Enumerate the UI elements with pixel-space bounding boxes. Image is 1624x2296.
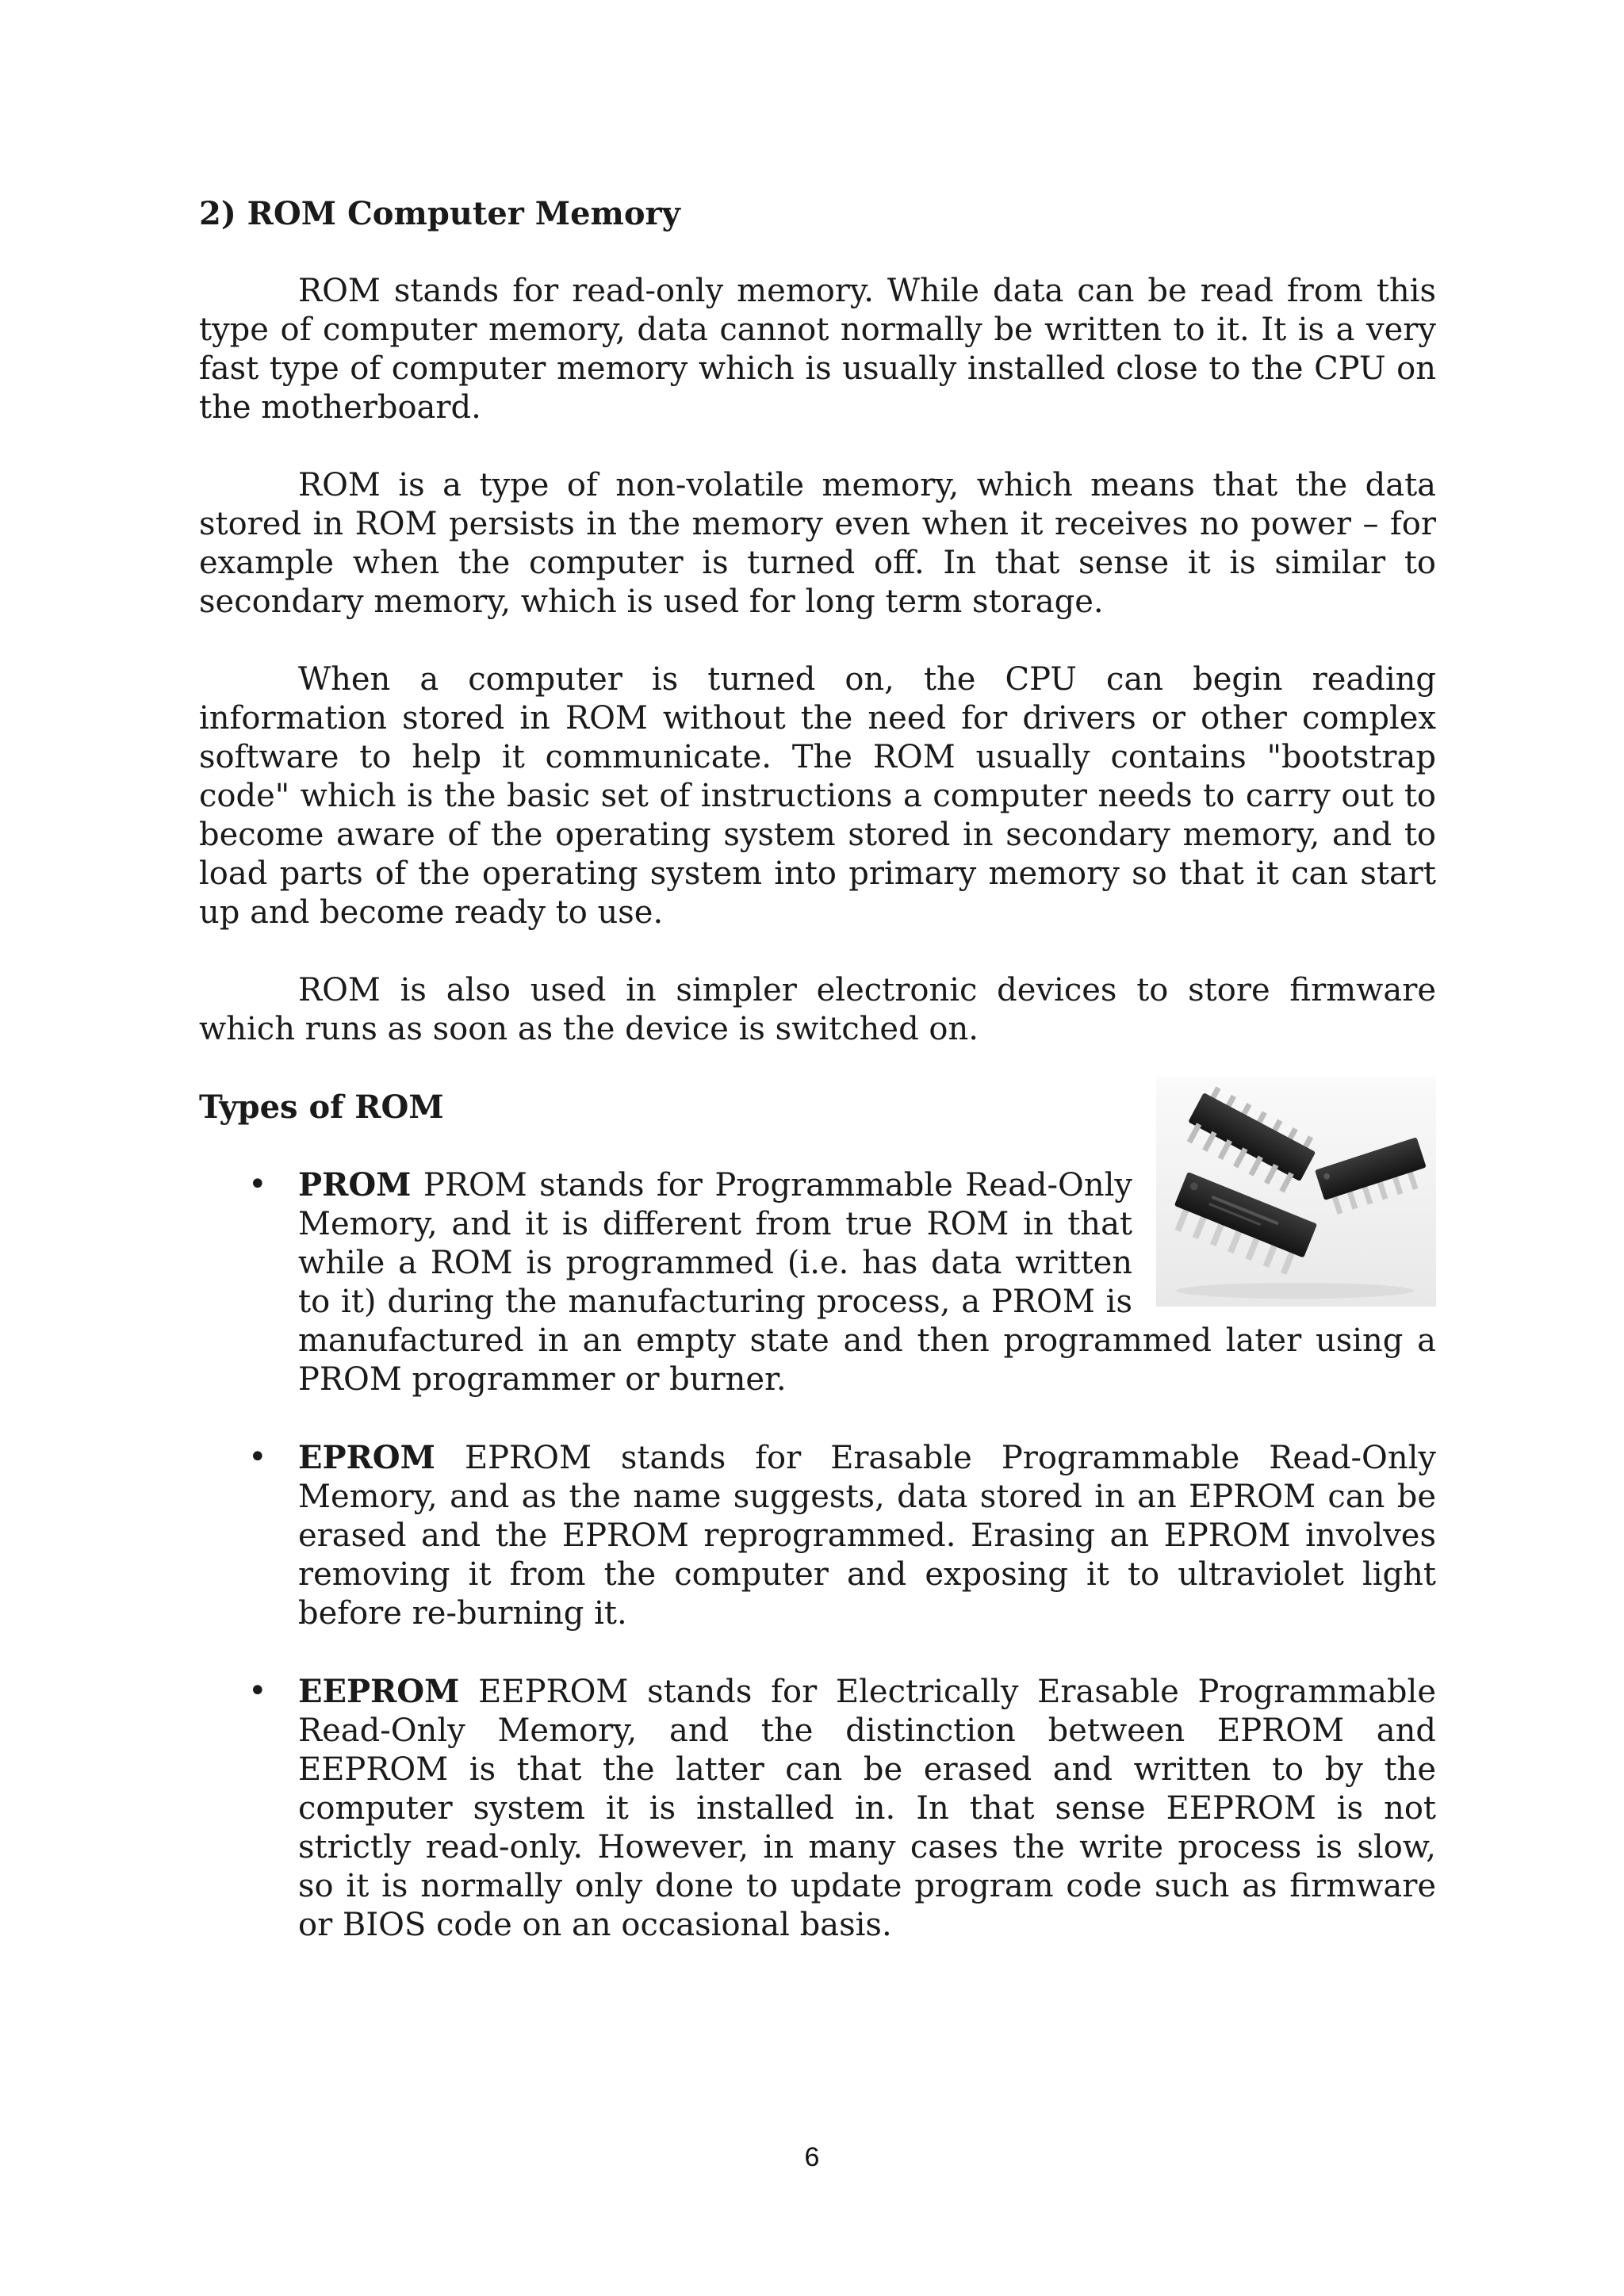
bullet-icon: • [248,1673,267,1709]
description-eprom: EPROM stands for Erasable Programmable Read-Only Memory, and as the name suggests, data stored in an EPROM can be erased and the EPROM reprogrammed. Erasing an EPROM involves removing it from the computer and exposing it to ultraviolet light before re-burning it. [298,1440,1436,1632]
rom-types-list [199,1165,1436,1945]
paragraph-rom-definition: ROM stands for read-only memory. While data can be read from this type of computer memory, data cannot normally be written to it. It is a very fast type of computer memory which is usually installed close to the CPU on the motherboard. [199,273,1436,426]
page-title: 2) ROM Computer Memory [199,195,680,232]
paragraph-firmware: ROM is also used in simpler electronic devices to store firmware which runs as soon as the device is switched on. [199,972,1436,1047]
ic-chips-photo-icon [1156,1077,1436,1307]
bullet-icon: • [248,1439,267,1475]
list-item-eeprom [199,1672,1436,1945]
description-prom: PROM stands for Programmable Read-Only Memory, and it is different from true ROM in that while a ROM is programmed (i.e. has data written to it) during the manufacturing process, a PROM is manufactured in an empty state and then programmed later using a PROM programmer or burner. [298,1167,1436,1398]
paragraph-bootstrap: When a computer is turned on, the CPU can begin reading information stored in ROM without the need for drivers or other complex software to help it communicate. The ROM usually contains "bootstrap code" which is the basic set of instructions a computer needs to carry out to become aware of the operating system stored in secondary memory, and to load parts of the operating system into primary memory so that it can start up and become ready to use. [199,661,1436,931]
ic-chips-image [1156,1077,1436,1307]
paragraph-non-volatile: ROM is a type of non-volatile memory, which means that the data stored in ROM persists in the memory even when it receives no power – for example when the computer is turned off. In that sense it is similar to secondary memory, which is used for long term storage. [199,467,1436,620]
term-eprom: EPROM [298,1439,435,1476]
description-eeprom: EEPROM stands for Electrically Erasable Programmable Read-Only Memory, and the distinction between EPROM and EEPROM is that the latter can be erased and written to by the computer system it is installed in. In that sense EEPROM is not strictly read-only. However, in many cases the write process is slow, so it is normally only done to update program code such as firmware or BIOS code on an occasional basis. [298,1674,1436,1943]
term-prom: PROM [298,1166,412,1203]
section-heading-types-of-rom: Types of ROM [199,1089,444,1126]
document-page [199,194,1436,1984]
list-item-prom [199,1165,1436,1399]
list-item-eprom [199,1438,1436,1633]
page-number: 6 [804,2142,820,2172]
bullet-icon: • [248,1166,267,1203]
term-eeprom: EEPROM [298,1673,460,1710]
